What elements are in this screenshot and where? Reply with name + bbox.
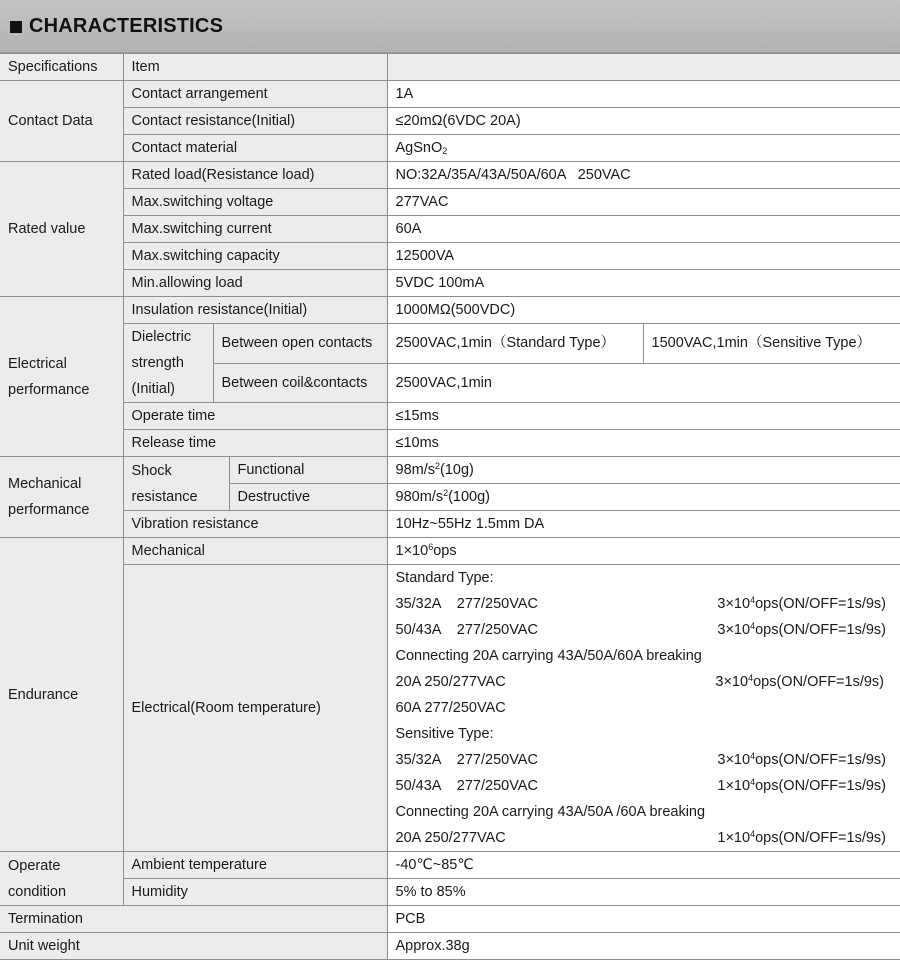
shock-resistance-label: Shock resistance (123, 457, 229, 511)
table-row (0, 457, 900, 484)
item-value: 12500VA (387, 243, 900, 270)
table-row (0, 243, 900, 270)
item-value: PCB (387, 906, 900, 933)
item-label: Min.allowing load (123, 270, 387, 297)
item-label: Rated load(Resistance load) (123, 162, 387, 189)
item-label: Contact arrangement (123, 81, 387, 108)
item-label: Termination (0, 906, 387, 933)
item-label: Electrical(Room temperature) (123, 565, 387, 852)
item-label: Humidity (123, 879, 387, 906)
item-label: Release time (123, 430, 387, 457)
list-item: 35/32A 277/250VAC $3\times 10^4ops(ON/OFF=1s/9s)$ (395, 751, 887, 768)
item-value: 60A (387, 216, 900, 243)
table-row (0, 81, 900, 108)
section-title: CHARACTERISTICS (29, 14, 224, 37)
list-item: 35/32A 277/250VAC $3\times 10^4ops(ON/OFF=1s/9s)$ (395, 595, 887, 612)
table-row (0, 270, 900, 297)
header-item: Item (123, 54, 387, 81)
item-value: 1A (387, 81, 900, 108)
table-row (0, 108, 900, 135)
list-item: Connecting 20A carrying 43A/50A /60A breaking (395, 804, 706, 820)
table-row (0, 403, 900, 430)
header-specifications: Specifications (0, 54, 123, 81)
dielectric-strength-label: Dielectric strength (Initial) (123, 324, 213, 403)
item-label: Insulation resistance(Initial) (123, 297, 387, 324)
table-row (0, 324, 900, 364)
item-label: Operate time (123, 403, 387, 430)
table-row (0, 852, 900, 879)
list-item: Connecting 20A carrying 43A/50A/60A breaking (395, 648, 702, 664)
item-label: Contact material (123, 135, 387, 162)
group-rated-value: Rated value (0, 162, 123, 297)
item-value: $1\times 10^6ops$ (387, 538, 900, 565)
endurance-electrical-values (387, 565, 900, 852)
item-value: 10Hz~55Hz 1.5mm DA (387, 511, 900, 538)
item-value: Approx.38g (387, 933, 900, 960)
item-value: AgSnO$_2$ (387, 135, 900, 162)
table-row (0, 538, 900, 565)
item-value: ≤15ms (387, 403, 900, 430)
square-bullet-icon (10, 21, 22, 33)
item-value: ≤10ms (387, 430, 900, 457)
item-value: $980m/s^2(100g)$ (387, 484, 900, 511)
item-label: Max.switching capacity (123, 243, 387, 270)
item-value-standard: 2500VAC,1min（Standard Type） (387, 324, 643, 364)
table-row (0, 906, 900, 933)
item-label: Functional (229, 457, 387, 484)
list-item: 50/43A 277/250VAC $3\times 10^4ops(ON/OFF=1s/9s)$ (395, 621, 887, 638)
characteristics-table (0, 53, 900, 960)
list-item: Standard Type: (395, 570, 494, 586)
list-item: Sensitive Type: (395, 726, 494, 742)
item-value: 5% to 85% (387, 879, 900, 906)
table-header-row (0, 54, 900, 81)
item-value: 277VAC (387, 189, 900, 216)
table-row (0, 511, 900, 538)
table-row (0, 189, 900, 216)
table-row (0, 565, 900, 852)
item-label: Contact resistance(Initial) (123, 108, 387, 135)
table-row (0, 162, 900, 189)
item-label: Between coil&contacts (213, 363, 387, 403)
table-row (0, 879, 900, 906)
item-value: NO:32A/35A/43A/50A/60A 250VAC (387, 162, 900, 189)
item-label: Max.switching voltage (123, 189, 387, 216)
table-row (0, 297, 900, 324)
table-row (0, 216, 900, 243)
item-label: Mechanical (123, 538, 387, 565)
group-electrical-performance: Electrical performance (0, 297, 123, 457)
list-item: 50/43A 277/250VAC $1\times 10^4ops(ON/OFF=1s/9s)$ (395, 777, 887, 794)
header-value (387, 54, 900, 81)
item-label: Destructive (229, 484, 387, 511)
group-mechanical-performance: Mechanical performance (0, 457, 123, 538)
group-contact-data: Contact Data (0, 81, 123, 162)
item-label: Max.switching current (123, 216, 387, 243)
item-value: 1000MΩ(500VDC) (387, 297, 900, 324)
item-value: 5VDC 100mA (387, 270, 900, 297)
group-endurance: Endurance (0, 538, 123, 852)
item-label: Ambient temperature (123, 852, 387, 879)
group-operate-condition: Operate condition (0, 852, 123, 906)
item-value: -40℃~85℃ (387, 852, 900, 879)
item-label: Between open contacts (213, 324, 387, 364)
item-value: $98m/s^2(10g)$ (387, 457, 900, 484)
table-row (0, 135, 900, 162)
section-header (0, 0, 900, 53)
list-item: 20A 250/277VAC $1\times 10^4ops(ON/OFF=1s/9s)$ (395, 829, 887, 846)
list-item: 20A 250/277VAC $3\times 10^4ops(ON/OFF=1s/9s)$ (395, 673, 885, 690)
item-value-sensitive: 1500VAC,1min（Sensitive Type） (643, 324, 900, 364)
list-item: 60A 277/250VAC (395, 700, 506, 716)
item-value: ≤20mΩ(6VDC 20A) (387, 108, 900, 135)
item-label: Vibration resistance (123, 511, 387, 538)
table-row (0, 933, 900, 960)
table-row (0, 430, 900, 457)
item-label: Unit weight (0, 933, 387, 960)
item-value: 2500VAC,1min (387, 363, 900, 403)
